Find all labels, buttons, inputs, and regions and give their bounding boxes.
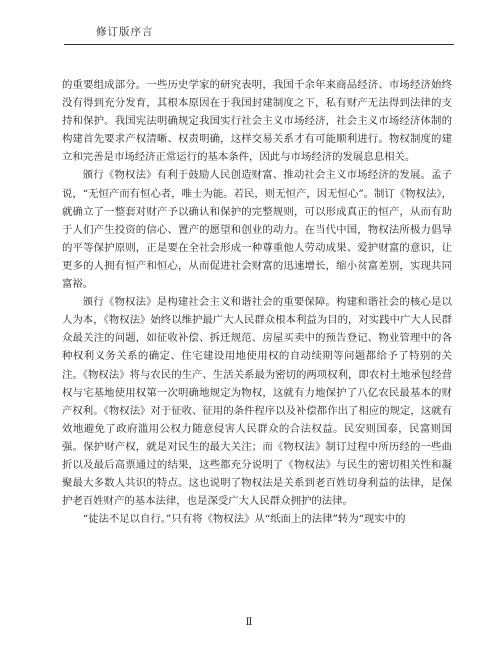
page-number: Ⅱ — [245, 617, 254, 628]
header-rule — [64, 44, 454, 45]
paragraph-wealth-creation: 颁行《物权法》有利于鼓励人民创造财富、推动社会主义市场经济的发展。孟子说，“无恒产而有恒心者，唯士为能。若民，则无恒产，因无恒心”。制订《物权法》，就确立了一整套对财产予以确认和保护的完整规则，可以形成真正的恒产，从而有助于人们产生投资的信心、置产的愿望和创业的动力。在当代中国，物权法所极力倡导的平等保护原则，正是要在全社会形成一种尊重他人劳动成果、爱护财富的意识，让更多的人拥有恒产和恒心，从而促进社会财富的迅速增长，缩小贫富差别，实现共同富裕。 — [62, 169, 452, 291]
body-text — [62, 76, 452, 528]
paragraph-law-implementation: “徒法不足以自行。”只有将《物权法》从“纸面上的法律”转为“现实中的 — [82, 513, 406, 526]
running-head: 修订版序言 — [96, 26, 154, 38]
paragraph-continuation: 的重要组成部分。一些历史学家的研究表明，我国千余年来商品经济、市场经济始终没有得到充分发育，其根本原因在于我国封建制度之下，私有财产无法得到法律的支持和保护。我国宪法明确规定我国实行社会主义市场经济，社会主义市场经济体制的构建首先要求产权清晰、权责明确，这样交易关系才有可能顺利进行。物权制度的建立和完善是市场经济正常运行的基本条件，因此与市场经济的发展息息相关。 — [62, 79, 452, 164]
paragraph-harmonious-society: 颁行《物权法》是构建社会主义和谐社会的重要保障。构建和谐社会的核心是以人为本，《物权法》始终以维护最广大人民群众根本利益为目的，对实践中广大人民群众最关注的问题，如征收补偿、拆迁规范、房屋买卖中的预告登记、物业管理中的各种权利义务关系的确定、住宅建设用地使用权的自动续期等问题都给予了特别的关注。《物权法》将与农民的生产、生活关系最为密切的两项权利，即农村土地承包经营权与宅基地使用权第一次明确地规定为物权，这就有力地保护了八亿农民最基本的财产权利。《物权法》对于征收、征用的条件程序以及补偿都作出了相应的规定，这就有效地避免了政府滥用公权力随意侵害人民群众的合法权益。民安则国泰，民富则国强。保护财产权，就是对民生的最大关注；而《物权法》制订过程中所历经的一些曲折以及最后高票通过的结果，这些都充分说明了《物权法》与民生的密切相关性和凝聚最大多数人共识的特点。这也说明了物权法是关系到老百姓切身利益的法律，是保护老百姓财产的基本法律，也是深受广大人民群众拥护的法律。 — [62, 296, 452, 508]
